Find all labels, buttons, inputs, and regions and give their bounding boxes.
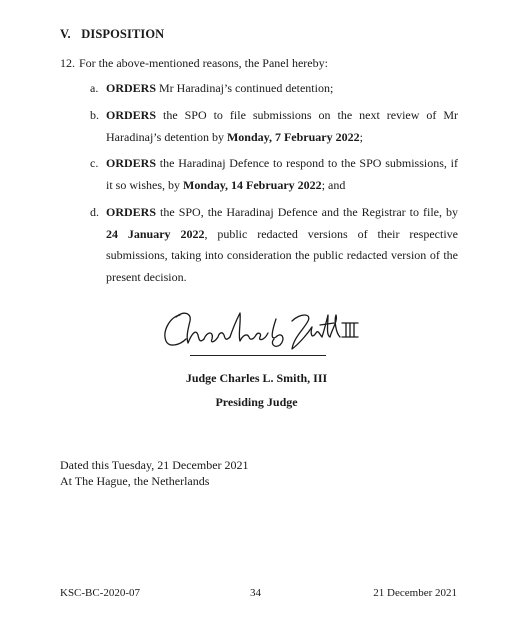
item-text (106, 202, 458, 288)
item-deadline: Monday, 14 February 2022 (183, 177, 322, 192)
place-line: At The Hague, the Netherlands (60, 474, 210, 488)
item-text-part: the SPO, the Haradinaj Defence and the Registrar to file, by (156, 205, 458, 219)
item-text (106, 78, 458, 100)
item-verb: ORDERS (106, 108, 157, 122)
paragraph-12 (60, 56, 328, 71)
order-item-b (90, 105, 458, 148)
handwritten-signature (152, 303, 362, 355)
item-verb: ORDERS (106, 81, 157, 95)
signature-line (190, 355, 326, 356)
item-deadline: Monday, 7 February 2022 (226, 129, 360, 144)
item-letter: c. (90, 156, 99, 170)
signer-role: Presiding Judge (215, 395, 298, 409)
section-number: V. (60, 27, 71, 41)
item-text-part: , public redacted versions of their respective submissions, taking into consideration the public redacted version of the present decision. (106, 226, 458, 284)
item-text-part: ; (359, 129, 363, 144)
order-item-a (90, 78, 458, 100)
item-text-part: ; and (321, 177, 346, 192)
dated-line: Dated this Tuesday, 21 December 2021 (60, 458, 249, 472)
footer-page-number: 34 (250, 587, 261, 599)
item-text-part: the SPO to file submissions on the next review of Mr Haradinaj’s detention by (106, 108, 458, 144)
signer-name: Judge Charles L. Smith, III (185, 371, 328, 385)
item-verb: ORDERS (106, 156, 157, 170)
section-title: DISPOSITION (81, 27, 165, 41)
item-text (106, 105, 458, 148)
item-text-part: Mr Haradinaj’s continued detention; (156, 81, 334, 95)
item-text (106, 153, 458, 196)
item-letter: b. (90, 108, 99, 122)
footer-date: 21 December 2021 (373, 587, 457, 599)
item-verb: ORDERS (106, 205, 157, 219)
order-item-c (90, 153, 458, 196)
paragraph-number: 12. (60, 56, 75, 70)
item-text-part: the Haradinaj Defence to respond to the SPO submissions, if it so wishes, by (106, 156, 458, 192)
paragraph-text: For the above-mentioned reasons, the Panel hereby: (79, 56, 328, 70)
item-letter: a. (90, 81, 99, 95)
footer-case-number: KSC-BC-2020-07 (60, 587, 141, 599)
item-deadline: 24 January 2022 (106, 226, 205, 241)
item-letter: d. (90, 205, 99, 219)
section-heading (60, 27, 164, 42)
order-item-d (90, 202, 458, 288)
